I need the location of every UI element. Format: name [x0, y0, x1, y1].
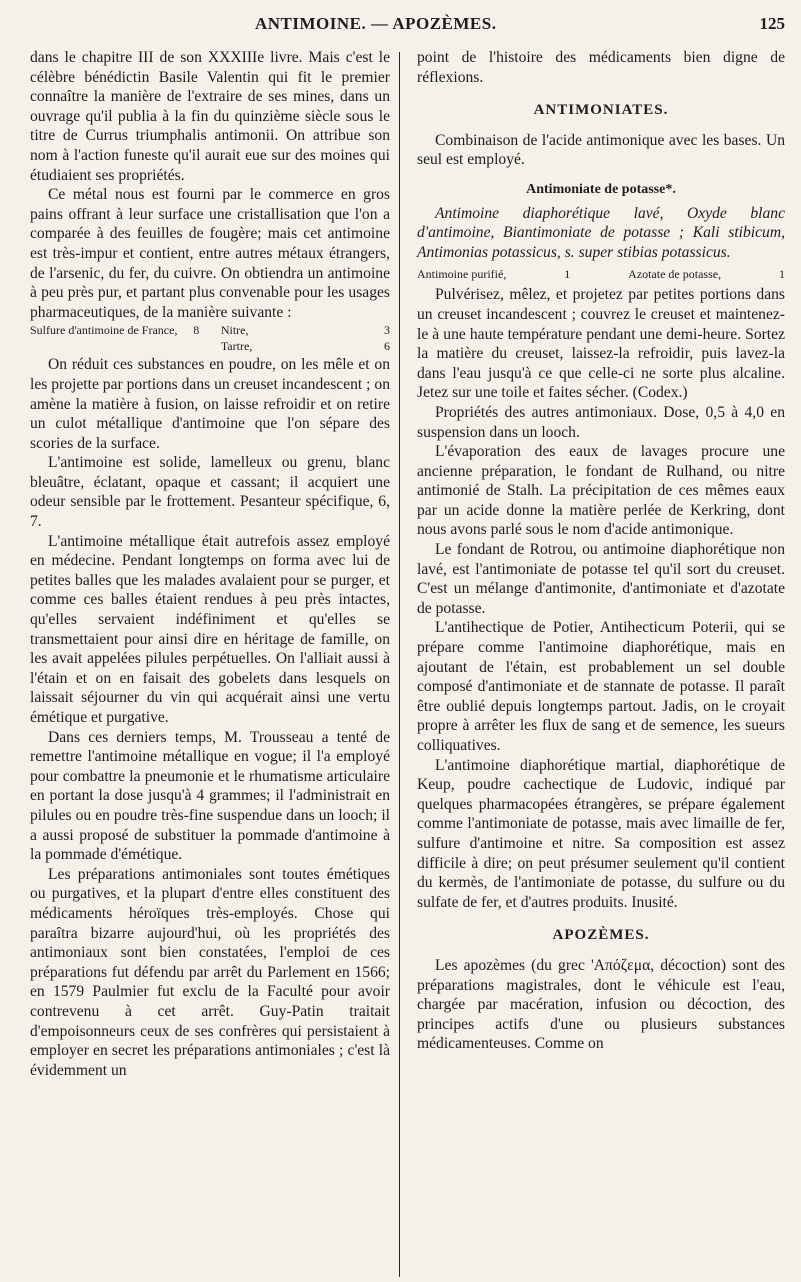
ingredient-qty: 1	[564, 267, 571, 282]
paragraph: L'antihectique de Potier, Antihecticum Poterii, qui se prépare comme l'antimoine diaphorétique, mais en ajoutant de l'étain, est probablement un sel double composé d'antimoniate et de stannate de potasse. Il paraît être oublié depuis longtemps partout. Jadis, on le croyait propre à arrêter les flux de sang et de semence, les sueurs colliquatives.	[417, 619, 785, 754]
paragraph: Ce métal nous est fourni par le commerce en gros pains offrant à leur surface une cristallisation que l'on a comparée à des feuilles de fougère; mais cet antimoine est très-impur et contient, entre autres métaux étrangers, de l'arsenic, du fer, du cuivre. On obtiendra un antimoine à peu près pur, et partant plus convenable pour les usages pharmaceutiques, de la manière suivante :	[30, 186, 390, 321]
paragraph: Combinaison de l'acide antimonique avec les bases. Un seul est employé.	[417, 131, 785, 169]
right-column	[417, 48, 785, 1054]
subsection-heading: Antimoniate de potasse*.	[526, 181, 676, 197]
paragraph: point de l'histoire des médicaments bien digne de réflexions.	[417, 49, 785, 86]
page-header	[0, 8, 801, 42]
paragraph: L'antimoine est solide, lamelleux ou grenu, blanc bleuâtre, éclatant, opaque et cassant; il acquiert une odeur sensible par le frottement. Pesanteur spécifique, 6, 7.	[30, 454, 390, 531]
paragraph: L'évaporation des eaux de lavages procure une ancienne préparation, le fondant de Rulhand, ou nitre antimonié de Stalh. La précipitation de ces mêmes eaux par un acide donne la matière perlée de Kerkring, dont nous avons parlé sous le nom d'acide antimonique.	[417, 443, 785, 539]
paragraph: Dans ces derniers temps, M. Trousseau a tenté de remettre l'antimoine métallique en vogue; il l'a employé pour combattre la pneumonie et le rhumatisme articulaire en portant la dose jusqu'à 4 grammes; il l'administrait en pilules ou en poudre très-fine suspendue dans un looch; il a aussi proposé de substituer la pommade d'antimoine à la pommade d'émétique.	[30, 728, 390, 864]
left-column	[30, 48, 390, 1080]
recipe-row	[30, 323, 390, 338]
recipe-qty: 8	[193, 323, 200, 338]
ingredients-row	[417, 266, 785, 282]
recipe-item: Tartre,	[220, 339, 253, 354]
paragraph: L'antimoine métallique était autrefois assez employé en médecine. Pendant longtemps on forma avec lui de petites balles que les malades avalaient pour se purger, et comme ces balles étaient rendues à peu près intactes, qu'elles servaient indéfiniment et qu'elles se transmettaient pour ainsi dire en héritage de famille, on les avait appelées pilules perpétuelles. On l'alliait aussi à l'étain et on en faisait des gobelets dans lesquels on laissait séjourner du vin qui acquérait ainsi une vertu émétique et purgative.	[30, 532, 390, 726]
section-heading: APOZÈMES.	[552, 927, 650, 944]
paragraph: Les préparations antimoniales sont toutes émétiques ou purgatives, et la plupart d'entre elles constituent des médicaments héroïques très-employés. Chose qui paraîtra bizarre aujourd'hui, où les propriétés des antimoniaux sont bien constatées, l'emploi de ces préparations fut défendu par arrêt du Parlement en 1566; en 1579 Paulmier fut exclu de la Faculté pour avoir contrevenu à cet arrêt. Guy-Patin traitait d'empoisonneurs ceux de ses confrères qui persistaient à employer en secret les préparations antimoniales ; c'est là évidemment un	[30, 865, 390, 1079]
column-divider	[399, 52, 400, 1277]
running-title: ANTIMOINE. — APOZÈMES.	[255, 14, 497, 33]
paragraph: dans le chapitre III de son XXXIIIe livre. Mais c'est le célèbre bénédictin Basile Valentin qui fit le premier connaître la manière de l'extraire de ses mines, dans un ouvrage qu'il publia à la fin du quinzième siècle sous le titre de Currus triumphalis antimonii. On attribue son nom à l'action funeste qu'il aurait eue sur des moines qui étudiaient ses propriétés.	[30, 49, 390, 184]
paragraph: Le fondant de Rotrou, ou antimoine diaphorétique non lavé, est l'antimoniate de potasse tel qu'il sort du creuset. C'est un mélange d'antimonite, d'antimoniate et d'azotate de potasse.	[417, 541, 785, 617]
ingredient: Azotate de potasse,	[628, 267, 722, 282]
paragraph: Pulvérisez, mêlez, et projetez par petites portions dans un creuset incandescent ; couvrez le creuset et maintenez-le à une haute température pendant une demi-heure. Sortez la matière du creuset, laissez-la refroidir, puis lavez-la dans l'eau jusqu'à ce que celle-ci ne sorte plus alcaline. Jetez sur une toile et faites sécher. (Codex.)	[417, 286, 785, 402]
paragraph: L'antimoine diaphorétique martial, diaphorétique de Keup, poudre cachectique de Ludovic, indiqué par quelques pharmacopées étrangères, se prépare également comme l'antimoniate de potasse, mais avec limaille de fer, sulfure d'antimoine et nitre. Sa composition est assez difficile à dire; on peut présumer seulement qu'il contient du kermès, de l'antimoniate de potasse, du sulfure ou du sulfate de fer, et d'autres produits. Inusité.	[417, 756, 785, 911]
synonyms: Antimoine diaphorétique lavé, Oxyde blanc d'antimoine, Biantimoniate de potasse ; Kali stibicum, Antimonias potassicus, s. super stibias potassicus.	[417, 204, 785, 261]
paragraph: On réduit ces substances en poudre, on les mêle et on les projette par portions dans un creuset incandescent ; on amène la matière à fusion, on laisse refroidir et on retire un culot métallique d'antimoine que l'on sépare des scories de la surface.	[30, 356, 390, 452]
recipe-qty: 3	[384, 323, 390, 338]
recipe-item: Sulfure d'antimoine de France,	[30, 323, 178, 338]
section-heading: ANTIMONIATES.	[533, 102, 669, 119]
ingredient: Antimoine purifié,	[417, 267, 507, 282]
ingredient-qty: 1	[778, 267, 785, 282]
recipe-qty: 6	[384, 339, 390, 354]
paragraph: Propriétés des autres antimoniaux. Dose, 0,5 à 4,0 en suspension dans un looch.	[417, 403, 785, 441]
page-number: 125	[759, 14, 785, 33]
recipe-row	[30, 339, 390, 354]
recipe-item: Nitre,	[220, 323, 249, 338]
paragraph: Les apozèmes (du grec 'Απόζεμα, décoction) sont des préparations magistrales, dont le véhicule est l'eau, chargée par macération, infusion ou décoction, des principes actifs d'une ou plusieurs substances médicamenteuses. Comme on	[417, 956, 785, 1053]
